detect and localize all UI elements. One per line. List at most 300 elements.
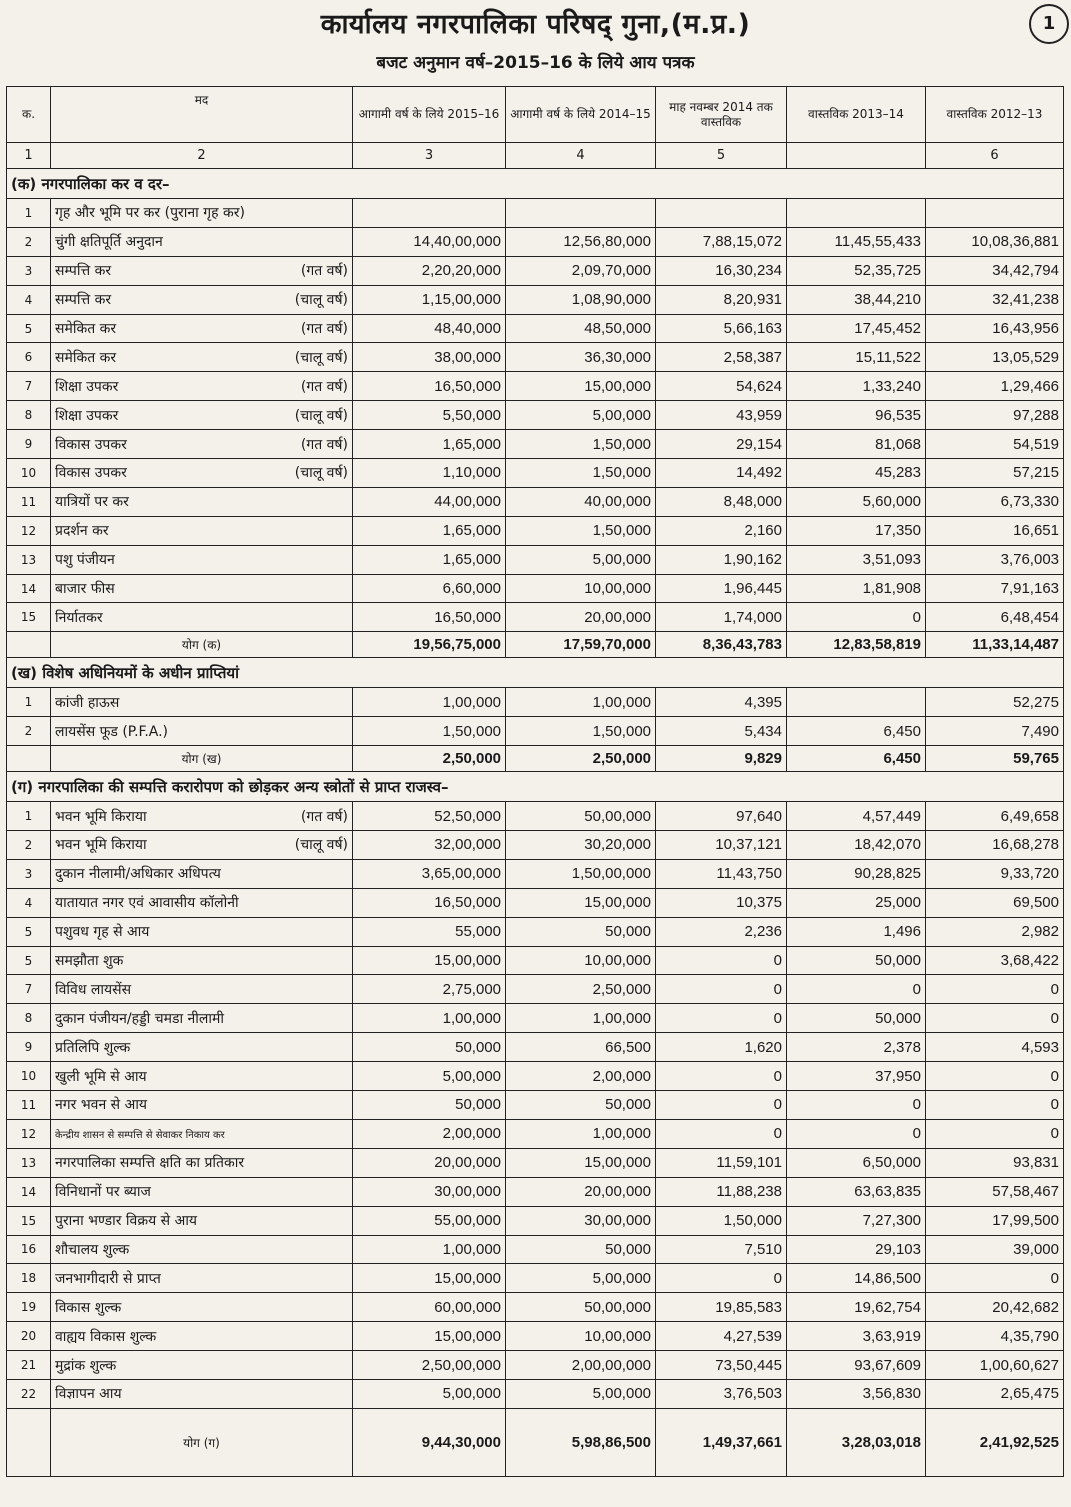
row-item-label: पशुवध गृह से आय [55,924,150,941]
total-value: 11,33,14,487 [926,632,1064,658]
col-number: 1 [7,143,51,169]
table-row [7,227,1064,256]
row-value: 55,00,000 [353,1206,506,1235]
row-item [51,975,353,1004]
row-value: 6,50,000 [787,1148,926,1177]
total-value: 12,83,58,819 [787,632,926,658]
row-value: 7,27,300 [787,1206,926,1235]
row-value: 0 [787,1091,926,1120]
table-row [7,1062,1064,1091]
row-item-label: यात्रियों पर कर [55,494,129,511]
row-value: 1,620 [656,1033,787,1062]
total-value: 59,765 [926,746,1064,772]
row-item-period: (गत वर्ष) [300,321,348,337]
row-value: 54,624 [656,372,787,401]
row-value: 32,00,000 [353,831,506,860]
row-value: 40,00,000 [506,487,656,516]
row-value: 5,00,000 [506,545,656,574]
row-item [51,917,353,946]
row-value: 50,000 [506,1235,656,1264]
row-value: 2,982 [926,917,1064,946]
row-item [51,1293,353,1322]
row-item-label: वाह्यय विकास शुल्क [55,1328,157,1345]
row-serial: 2 [7,717,51,746]
row-value: 10,37,121 [656,831,787,860]
row-item-label: चुंगी क्षतिपूर्ति अनुदान [55,234,163,251]
row-item [51,1004,353,1033]
row-serial: 6 [7,343,51,372]
row-value: 20,00,000 [353,1148,506,1177]
row-value: 5,00,000 [506,1379,656,1408]
row-value: 50,000 [353,1033,506,1062]
row-item-label: नगरपालिका सम्पत्ति क्षति का प्रतिकार [55,1155,245,1172]
row-value: 97,288 [926,401,1064,430]
row-value: 0 [787,1119,926,1148]
row-value: 15,00,000 [506,372,656,401]
row-item [51,199,353,228]
row-serial: 14 [7,574,51,603]
row-value: 1,496 [787,917,926,946]
row-value: 1,15,00,000 [353,285,506,314]
row-value: 1,65,000 [353,430,506,459]
total-value: 2,50,000 [506,746,656,772]
row-value: 16,43,956 [926,314,1064,343]
row-item-label: शिक्षा उपकर [55,407,119,424]
row-value: 1,08,90,000 [506,285,656,314]
row-serial: 2 [7,831,51,860]
row-item-label: विकास उपकर [55,436,127,453]
row-item [51,343,353,372]
table-row [7,343,1064,372]
row-value: 5,00,000 [506,1264,656,1293]
row-value: 38,44,210 [787,285,926,314]
row-value: 1,50,000 [656,1206,787,1235]
row-value: 60,00,000 [353,1293,506,1322]
table-row [7,688,1064,717]
table-row [7,1264,1064,1293]
row-serial: 4 [7,888,51,917]
row-value: 15,11,522 [787,343,926,372]
row-serial: 16 [7,1235,51,1264]
col-number: 6 [926,143,1064,169]
row-serial: 14 [7,1177,51,1206]
row-value: 2,75,000 [353,975,506,1004]
total-value: 17,59,70,000 [506,632,656,658]
row-value: 97,640 [656,802,787,831]
row-value: 0 [656,975,787,1004]
table-row [7,1177,1064,1206]
row-item [51,1119,353,1148]
total-value: 1,49,37,661 [656,1408,787,1476]
col-number: 4 [506,143,656,169]
row-value: 39,000 [926,1235,1064,1264]
row-value: 2,236 [656,917,787,946]
section-header-row [7,658,1064,688]
row-value: 66,500 [506,1033,656,1062]
row-item-label: गृह और भूमि पर कर (पुराना गृह कर) [55,205,245,222]
row-value: 4,27,539 [656,1322,787,1351]
row-item-label: बाजार फीस [55,581,115,598]
col-header-k: क. [7,87,51,143]
row-value [353,199,506,228]
row-value: 0 [926,1004,1064,1033]
row-item [51,1264,353,1293]
row-value: 2,58,387 [656,343,787,372]
row-value: 1,50,000 [506,459,656,488]
row-value: 81,068 [787,430,926,459]
row-item-label: प्रदर्शन कर [55,523,109,540]
row-value: 3,65,00,000 [353,859,506,888]
row-value: 5,434 [656,717,787,746]
row-value: 0 [926,1264,1064,1293]
row-serial: 10 [7,1062,51,1091]
row-item-label: दुकान नीलामी/अधिकार अधिपत्य [55,866,221,883]
row-value: 2,20,20,000 [353,256,506,285]
row-value: 15,00,000 [506,1148,656,1177]
row-value: 15,00,000 [506,888,656,917]
row-value: 3,76,503 [656,1379,787,1408]
row-serial: 21 [7,1351,51,1380]
table-row [7,859,1064,888]
table-row [7,888,1064,917]
row-item-label: प्रतिलिपि शुल्क [55,1039,131,1056]
table-row [7,487,1064,516]
page-title: कार्यालय नगरपालिका परिषद् गुना,(म.प्र.) [320,9,751,40]
row-value: 0 [656,1062,787,1091]
row-value: 0 [656,1004,787,1033]
table-row [7,516,1064,545]
row-value: 0 [787,975,926,1004]
row-value: 44,00,000 [353,487,506,516]
row-value: 0 [926,1062,1064,1091]
row-value: 1,50,000 [506,516,656,545]
row-item [51,1322,353,1351]
row-value: 1,96,445 [656,574,787,603]
row-serial: 15 [7,1206,51,1235]
row-value: 2,65,475 [926,1379,1064,1408]
row-value: 1,90,162 [656,545,787,574]
col-number [787,143,926,169]
row-value: 4,57,449 [787,802,926,831]
row-serial: 13 [7,545,51,574]
row-item [51,1033,353,1062]
table-row [7,1119,1064,1148]
row-value: 6,49,658 [926,802,1064,831]
row-value: 2,00,000 [506,1062,656,1091]
row-serial: 3 [7,256,51,285]
table-row [7,1293,1064,1322]
row-value: 0 [926,1091,1064,1120]
row-value: 69,500 [926,888,1064,917]
row-value: 4,35,790 [926,1322,1064,1351]
row-value: 2,00,00,000 [506,1351,656,1380]
row-value: 50,000 [506,917,656,946]
row-value: 6,73,330 [926,487,1064,516]
row-item [51,545,353,574]
table-row [7,1091,1064,1120]
row-value: 10,08,36,881 [926,227,1064,256]
row-value: 2,09,70,000 [506,256,656,285]
row-value: 96,535 [787,401,926,430]
row-item-label: भवन भूमि किराया [55,808,147,825]
row-item-label: समेकित कर [55,321,117,337]
row-value: 57,58,467 [926,1177,1064,1206]
row-serial: 2 [7,227,51,256]
row-value: 34,42,794 [926,256,1064,285]
table-row [7,372,1064,401]
row-item-label: विनिधानों पर ब्याज [55,1184,151,1201]
row-value: 11,88,238 [656,1177,787,1206]
total-serial-cell [7,1408,51,1476]
row-value: 25,000 [787,888,926,917]
row-value: 36,30,000 [506,343,656,372]
row-value: 1,00,000 [506,1119,656,1148]
row-value: 50,00,000 [506,1293,656,1322]
row-item-label: जनभागीदारी से प्राप्त [55,1270,161,1287]
row-value: 0 [656,1119,787,1148]
row-value: 11,45,55,433 [787,227,926,256]
col-number: 2 [51,143,353,169]
row-serial: 11 [7,487,51,516]
row-item-period: (गत वर्ष) [300,808,348,825]
row-item-period: (चालू वर्ष) [294,349,348,366]
row-value: 13,05,529 [926,343,1064,372]
row-item-label: विज्ञापन आय [55,1386,122,1403]
row-serial: 1 [7,688,51,717]
table-row [7,285,1064,314]
table-row [7,1379,1064,1408]
row-value: 16,651 [926,516,1064,545]
row-item-period: (चालू वर्ष) [294,837,348,854]
row-value [656,199,787,228]
row-serial: 13 [7,1148,51,1177]
row-value: 4,395 [656,688,787,717]
row-value: 5,60,000 [787,487,926,516]
row-value: 16,68,278 [926,831,1064,860]
row-item-period: (चालू वर्ष) [294,407,348,424]
row-value: 1,74,000 [656,603,787,632]
table-row [7,430,1064,459]
total-label: योग (ख) [51,746,353,772]
col-header-actual-2012-13: वास्तविक 2012–13 [926,87,1064,143]
row-value: 1,50,000 [506,717,656,746]
row-serial: 18 [7,1264,51,1293]
row-item-label: विकास उपकर [55,465,127,482]
row-item-label: समझौता शुक [55,953,124,970]
row-value: 43,959 [656,401,787,430]
row-item [51,487,353,516]
row-value: 1,81,908 [787,574,926,603]
row-item [51,459,353,488]
row-value: 1,50,000 [506,430,656,459]
col-number: 5 [656,143,787,169]
total-serial-cell [7,746,51,772]
row-value: 37,950 [787,1062,926,1091]
row-item [51,603,353,632]
row-item [51,1091,353,1120]
row-item [51,1177,353,1206]
row-item [51,946,353,975]
row-item [51,1062,353,1091]
row-serial: 9 [7,1033,51,1062]
page-number: 1 [1029,4,1069,44]
row-value: 1,00,000 [353,1235,506,1264]
row-value: 3,51,093 [787,545,926,574]
row-item [51,430,353,459]
row-value: 10,00,000 [506,1322,656,1351]
row-item-period: (गत वर्ष) [300,378,348,395]
row-item [51,1235,353,1264]
row-value: 16,50,000 [353,603,506,632]
row-value: 1,65,000 [353,545,506,574]
row-value: 1,29,466 [926,372,1064,401]
row-value: 38,00,000 [353,343,506,372]
table-row [7,1004,1064,1033]
row-value [926,199,1064,228]
total-value: 9,829 [656,746,787,772]
row-value: 32,41,238 [926,285,1064,314]
row-value: 93,67,609 [787,1351,926,1380]
row-value: 1,33,240 [787,372,926,401]
row-value: 11,43,750 [656,859,787,888]
row-item [51,859,353,888]
row-value: 8,20,931 [656,285,787,314]
row-item-label: कांजी हाऊस [55,694,120,711]
row-value: 1,00,000 [506,1004,656,1033]
row-serial: 12 [7,1119,51,1148]
row-value: 19,62,754 [787,1293,926,1322]
row-item-label: निर्यातकर [55,609,103,626]
row-value: 11,59,101 [656,1148,787,1177]
row-value: 14,86,500 [787,1264,926,1293]
row-value: 50,000 [353,1091,506,1120]
row-serial: 3 [7,859,51,888]
row-value: 1,00,000 [506,688,656,717]
table-row [7,975,1064,1004]
total-value: 2,41,92,525 [926,1408,1064,1476]
row-value: 20,00,000 [506,1177,656,1206]
row-item [51,717,353,746]
row-serial: 10 [7,459,51,488]
row-item-label: शिक्षा उपकर [55,378,119,395]
row-value: 9,33,720 [926,859,1064,888]
row-item [51,831,353,860]
section-header-row [7,169,1064,199]
row-value: 1,00,60,627 [926,1351,1064,1380]
row-value: 48,40,000 [353,314,506,343]
table-row [7,1206,1064,1235]
row-item-period: (गत वर्ष) [300,436,348,453]
row-serial: 22 [7,1379,51,1408]
table-row [7,603,1064,632]
row-value: 7,88,15,072 [656,227,787,256]
row-serial: 12 [7,516,51,545]
row-value: 0 [926,1119,1064,1148]
table-row [7,574,1064,603]
table-row [7,802,1064,831]
row-value: 54,519 [926,430,1064,459]
row-value: 1,10,000 [353,459,506,488]
row-value: 57,215 [926,459,1064,488]
row-item [51,888,353,917]
row-value [506,199,656,228]
row-serial: 4 [7,285,51,314]
row-value: 55,000 [353,917,506,946]
row-value: 50,000 [787,946,926,975]
row-value: 0 [656,1264,787,1293]
row-item-label: दुकान पंजीयन/हड्डी चमडा नीलामी [55,1010,225,1027]
row-item-label: नगर भवन से आय [55,1097,148,1114]
row-value: 90,28,825 [787,859,926,888]
table-row [7,1235,1064,1264]
row-value: 6,60,000 [353,574,506,603]
row-value: 5,00,000 [353,1062,506,1091]
row-item [51,372,353,401]
total-value: 3,28,03,018 [787,1408,926,1476]
row-value: 14,492 [656,459,787,488]
row-value: 3,56,830 [787,1379,926,1408]
row-value: 1,50,000 [353,717,506,746]
row-value: 0 [656,1091,787,1120]
total-value: 5,98,86,500 [506,1408,656,1476]
row-item-period: (गत वर्ष) [300,263,348,280]
section-title: (क) नगरपालिका कर व दर– [7,169,1064,199]
row-value: 10,00,000 [506,574,656,603]
row-item-label: विविध लायसेंस [55,981,132,998]
row-value: 52,35,725 [787,256,926,285]
row-serial: 1 [7,802,51,831]
row-value: 5,00,000 [353,1379,506,1408]
row-serial: 8 [7,401,51,430]
row-value: 45,283 [787,459,926,488]
row-value: 3,76,003 [926,545,1064,574]
col-number: 3 [353,143,506,169]
row-value: 29,103 [787,1235,926,1264]
section-title: (ख) विशेष अधिनियमों के अधीन प्राप्तियां [7,658,1064,688]
row-value: 52,275 [926,688,1064,717]
row-value: 2,50,00,000 [353,1351,506,1380]
table-row [7,459,1064,488]
row-item [51,1148,353,1177]
row-serial: 9 [7,430,51,459]
total-value: 19,56,75,000 [353,632,506,658]
budget-table [6,86,1064,1477]
row-item-label: सम्पत्ति कर [55,292,112,309]
row-value: 7,490 [926,717,1064,746]
row-value: 6,48,454 [926,603,1064,632]
row-item [51,314,353,343]
row-value: 73,50,445 [656,1351,787,1380]
table-row [7,946,1064,975]
row-item-label: विकास शुल्क [55,1299,122,1316]
page-subtitle: बजट अनुमान वर्ष–2015–16 के लिये आय पत्रक [376,53,695,73]
row-item [51,1206,353,1235]
table-row [7,1351,1064,1380]
row-value: 0 [926,975,1064,1004]
row-serial: 19 [7,1293,51,1322]
row-value: 3,63,919 [787,1322,926,1351]
total-value: 8,36,43,783 [656,632,787,658]
table-row [7,831,1064,860]
row-value: 6,450 [787,717,926,746]
row-item [51,401,353,430]
row-item [51,285,353,314]
row-item-label: भवन भूमि किराया [55,837,147,854]
budget-table-body [7,169,1064,1477]
row-value: 17,45,452 [787,314,926,343]
table-row [7,917,1064,946]
row-item-label: समेकित कर [55,349,117,366]
